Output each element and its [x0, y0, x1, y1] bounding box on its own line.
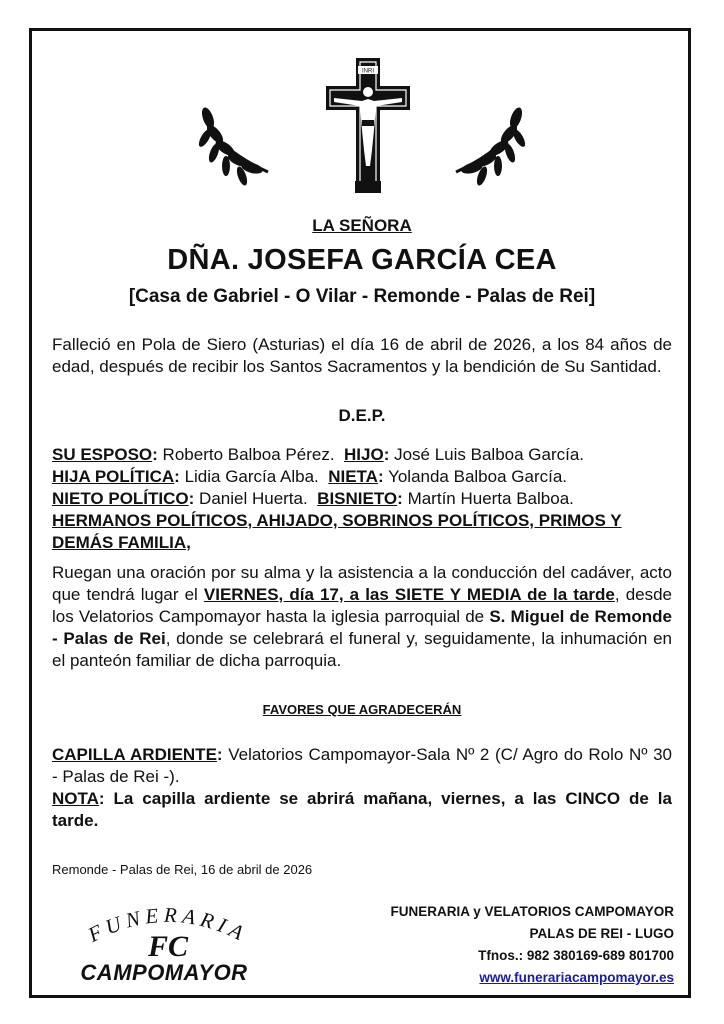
family-line-2: HIJA POLÍTICA: Lidia García Alba. NIETA: Yolanda Balboa García.	[52, 467, 568, 486]
nota-label: NOTA	[52, 789, 99, 808]
bisnieto-name: Martín Huerta Balboa.	[407, 489, 574, 508]
family-others: HERMANOS POLÍTICOS, AHIJADO, SOBRINOS POLÍTICOS, PRIMOS Y DEMÁS FAMILIA,	[52, 511, 622, 552]
crucifix-icon	[326, 58, 410, 193]
esposo-label: SU ESPOSO	[52, 445, 153, 464]
esposo-name: Roberto Balboa Pérez.	[162, 445, 335, 464]
deceased-name: DÑA. JOSEFA GARCÍA CEA	[167, 244, 557, 276]
header-graphics	[0, 0, 724, 210]
ruegan-part3: , donde se celebrará el funeral y, seguidamente, la inhumación en el panteón familiar de dicha parroquia.	[52, 629, 672, 670]
favores-text: FAVORES QUE AGRADECERÁN	[262, 702, 462, 717]
capilla-section	[52, 744, 672, 832]
death-notice: Falleció en Pola de Siero (Asturias) el día 16 de abril de 2026, a los 84 años de edad, después de recibir los Santos Sacramentos y la bendición de Su Santidad.	[52, 335, 672, 376]
logo-monogram: FC	[147, 930, 189, 963]
family-line-1: SU ESPOSO: Roberto Balboa Pérez. HIJO: José Luis Balboa García.	[52, 445, 585, 464]
nieta-name: Yolanda Balboa García.	[388, 467, 568, 486]
dep-text: D.E.P.	[338, 406, 386, 425]
contact-block	[390, 901, 674, 989]
nieta-label: NIETA	[328, 467, 378, 486]
contact-phones: Tfnos.: 982 380169-689 801700	[478, 948, 674, 963]
deceased-origin: [Casa de Gabriel - O Vilar - Remonde - Palas de Rei]	[128, 286, 596, 307]
hija-politica-label: HIJA POLÍTICA	[52, 467, 175, 486]
family-line-3: NIETO POLÍTICO: Daniel Huerta. BISNIETO: Martín Huerta Balboa.	[52, 489, 574, 508]
capilla-text: Velatorios Campomayor-Sala Nº 2 (C/ Agro do Rolo Nº 30 - Palas de Rei -).	[52, 745, 672, 786]
nota-line: NOTA: La capilla ardiente se abrirá mañana, viernes, a las CINCO de la tarde.	[52, 789, 672, 830]
svg-text:INRI: INRI	[362, 68, 374, 75]
capilla-line: CAPILLA ARDIENTE: Velatorios Campomayor-Sala Nº 2 (C/ Agro do Rolo Nº 30 - Palas de Rei -).	[52, 745, 672, 786]
contact-company: FUNERARIA y VELATORIOS CAMPOMAYOR	[390, 904, 674, 919]
contact-website-link[interactable]: www.funerariacampomayor.es	[479, 970, 674, 985]
right-laurel-icon	[456, 106, 527, 187]
left-laurel-icon	[197, 106, 268, 187]
ruegan-part2: , desde los Velatorios Campomayor hasta la iglesia parroquial de	[52, 585, 673, 626]
nieto-politico-label: NIETO POLÍTICO	[52, 489, 189, 508]
family-others-text: HERMANOS POLÍTICOS, AHIJADO, SOBRINOS POLÍTICOS, PRIMOS Y DEMÁS FAMILIA	[52, 511, 622, 552]
place-date: Remonde - Palas de Rei, 16 de abril de 2026	[52, 862, 313, 877]
hijo-name: José Luis Balboa García.	[394, 445, 585, 464]
contact-location: PALAS DE REI - LUGO	[529, 926, 674, 941]
ruegan-church: S. Miguel de Remonde - Palas de Rei	[52, 607, 673, 648]
funeraria-logo	[52, 896, 284, 986]
family-list	[52, 444, 672, 554]
ruegan-date-time: VIERNES, día 17, a las SIETE Y MEDIA de la tarde	[203, 585, 615, 604]
bisnieto-label: BISNIETO	[317, 489, 398, 508]
hijo-label: HIJO	[344, 445, 384, 464]
hija-politica-name: Lidia García Alba.	[184, 467, 319, 486]
nota-text: La capilla ardiente se abrirá mañana, viernes, a las CINCO de la tarde.	[52, 789, 672, 830]
nieto-politico-name: Daniel Huerta.	[199, 489, 308, 508]
ruegan-paragraph	[52, 562, 672, 672]
logo-arc-text: FUNERARIA	[84, 902, 252, 947]
capilla-label: CAPILLA ARDIENTE	[52, 745, 217, 764]
ruegan-part1: Ruegan una oración por su alma y la asistencia a la conducción del cadáver, acto que tendrá lugar el	[52, 563, 672, 604]
logo-name: CAMPOMAYOR	[80, 960, 248, 985]
title-prefix: LA SEÑORA	[312, 216, 412, 235]
